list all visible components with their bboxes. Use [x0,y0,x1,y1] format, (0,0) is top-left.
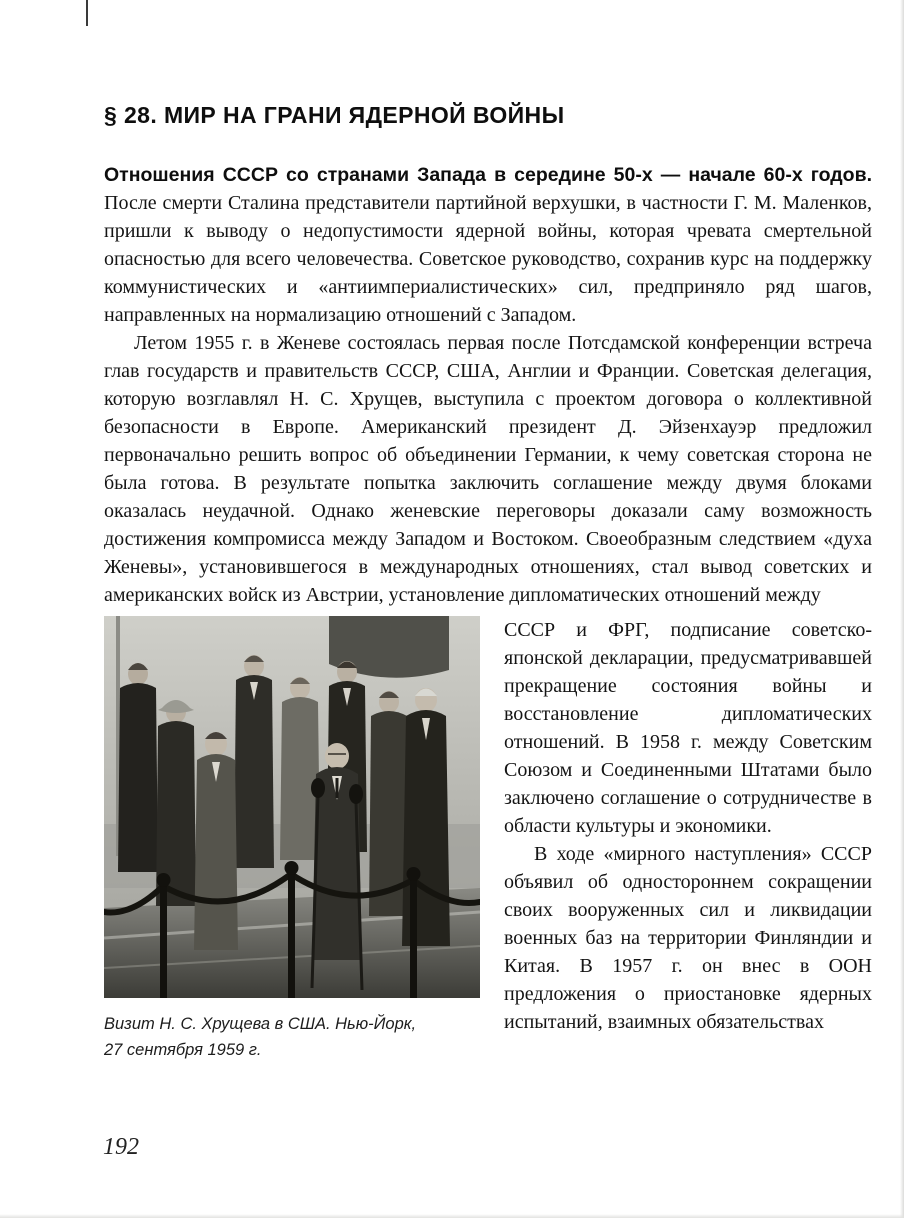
paragraph-intro [104,161,872,329]
photo-figure [104,616,480,1063]
page-edge-shadow-bottom [0,1214,904,1218]
photo-text-row [104,616,872,1063]
page-number: 192 [103,1134,139,1160]
page-content [104,102,872,1063]
section-heading: § 28. МИР НА ГРАНИ ЯДЕРНОЙ ВОЙНЫ [104,102,565,128]
scan-artifact-line [86,0,88,26]
figure-white-hair-man [402,688,450,946]
photo-khrushchev-group [104,616,480,998]
paragraph-peace-offensive: В ходе «мирного наступления» СССР объявил об одностороннем сокращении своих вооруженных сил и ликвидации военных баз на территории Финляндии и Китая. В 1957 г. он внес в ООН предложения о приостановке ядерных испытаний, взаимных обязательствах [504,843,872,1033]
paragraph-intro-lead: Отношения СССР со странами Запада в середине 50-х — начале 60-х годов. [104,164,872,186]
wrap-column [504,616,872,1036]
figure-front-gray-suit [194,732,238,950]
paragraph-geneva-continued: СССР и ФРГ, подписание советско-японской декларации, предусматривавшей прекращение состояния войны и восстановление дипломатических отношений. В 1958 г. между Советским Союзом и Соединенными Штатами было заключено соглашение о сотрудничестве в области культуры и экономики. [504,619,872,837]
figure-khrushchev [312,743,362,960]
photo-caption-line2: 27 сентября 1959 г. [104,1041,262,1059]
paragraph-intro-text: После смерти Сталина представители партийной верхушки, в частности Г. М. Маленков, пришли к выводу о недопустимости ядерной войны, которая чревата смертельной опасностью для всего человечества. Советское руководство, сохранив курс на поддержку коммунистических и «антиимпериалистических» сил, предприняло ряд шагов, направленных на нормализацию отношений с Западом. [104,192,872,326]
paragraph-geneva: Летом 1955 г. в Женеве состоялась первая после Потсдамской конференции встреча глав государств и правительств СССР, США, Англии и Франции. Советская делегация, которую возглавлял Н. С. Хрущев, выступила с проектом договора о коллективной безопасности в Европе. Американский президент Д. Эйзенхауэр предложил первоначально решить вопрос об объединении Германии, к чему советская сторона не была готова. В результате попытка заключить соглашение между двумя блоками оказалась неудачной. Однако женевские переговоры доказали саму возможность достижения компромисса между Западом и Востоком. Своеобразным следствием «духа Женевы», установившегося в международных отношениях, стал вывод советских и американских войск из Австрии, установление дипломатических отношений между [104,332,872,606]
figure-back-tall [234,655,274,868]
page-edge-shadow-right [900,0,904,1218]
photo-caption [104,1011,480,1063]
figure-back-gray [280,677,320,860]
figure-back-left [118,663,158,872]
photo-caption-line1: Визит Н. С. Хрущева в США. Нью-Йорк, [104,1015,417,1033]
